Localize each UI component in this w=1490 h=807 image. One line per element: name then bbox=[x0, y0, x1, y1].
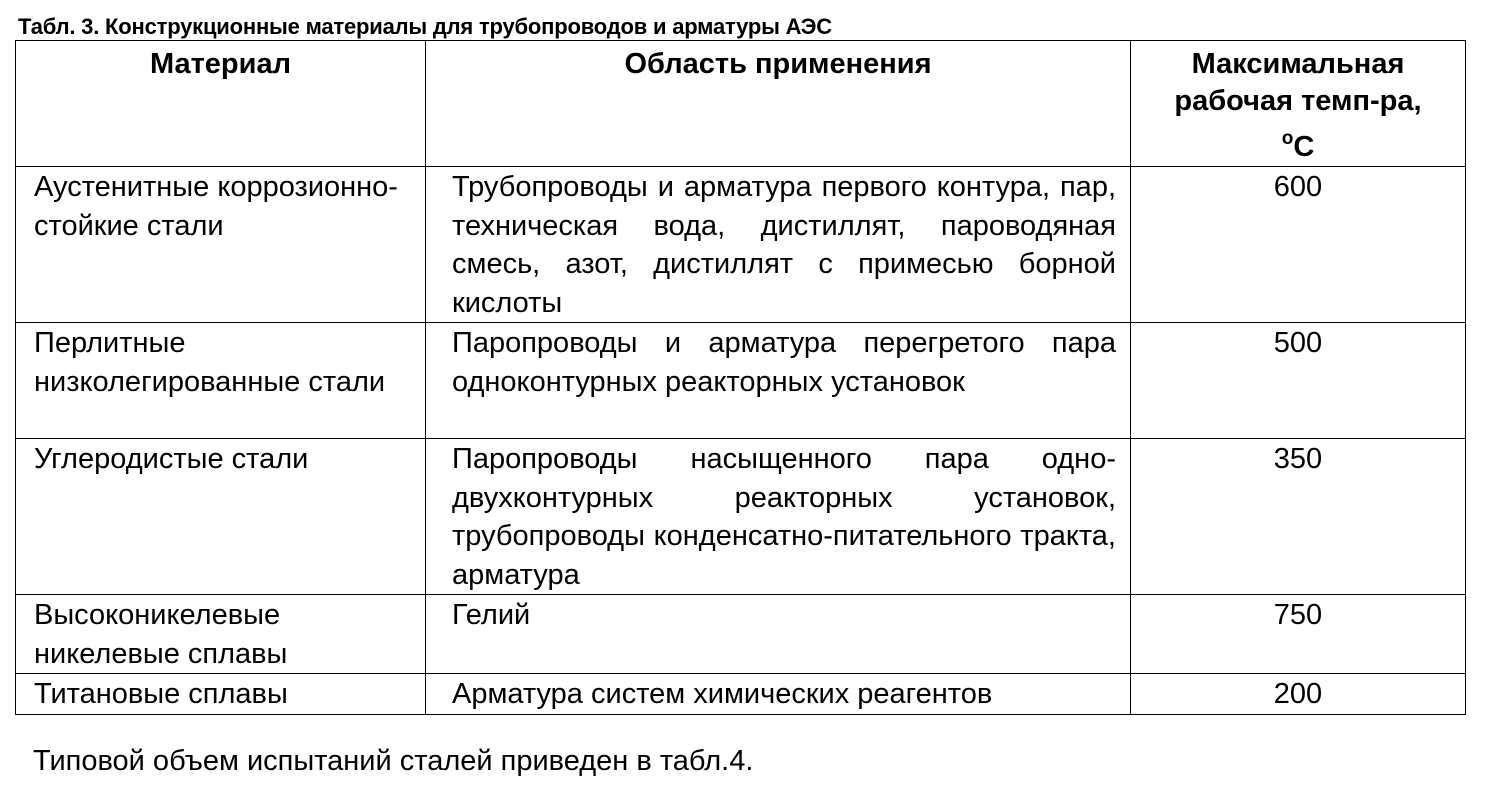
cell-temp: 750 bbox=[1131, 595, 1466, 674]
footer-text: Типовой объем испытаний сталей приведен в табл.4. bbox=[33, 745, 754, 777]
header-temp-line1: Максимальная bbox=[1191, 48, 1405, 80]
cell-material: Аустенитные коррозионно-стойкие стали bbox=[16, 167, 426, 323]
cell-material: Титановые сплавы bbox=[16, 674, 426, 715]
table-row bbox=[16, 439, 1466, 595]
cell-temp: 200 bbox=[1131, 674, 1466, 715]
cell-area: Гелий bbox=[426, 595, 1131, 674]
table-row bbox=[16, 674, 1466, 715]
materials-table bbox=[15, 40, 1466, 715]
table-row bbox=[16, 323, 1466, 439]
cell-temp: 500 bbox=[1131, 323, 1466, 439]
table-row bbox=[16, 167, 1466, 323]
cell-area: Паропроводы насыщенного пара одно-двухконтурных реакторных установок, трубопроводы конденсатно-питательного тракта, арматура bbox=[426, 439, 1131, 595]
header-temp-degree: о bbox=[1281, 128, 1294, 149]
cell-material: Углеродистые стали bbox=[16, 439, 426, 595]
table-caption: Табл. 3. Конструкционные материалы для трубопроводов и арматуры АЭС bbox=[18, 14, 832, 39]
header-temp-unit: С bbox=[1293, 131, 1315, 163]
header-max-temp bbox=[1131, 41, 1466, 167]
cell-temp: 350 bbox=[1131, 439, 1466, 595]
cell-area: Арматура систем химических реагентов bbox=[426, 674, 1131, 715]
cell-area: Трубопроводы и арматура первого контура, пар, техническая вода, дистиллят, пароводяная смесь, азот, дистиллят с примесью борной кислоты bbox=[426, 167, 1131, 323]
header-temp-line2: рабочая темп-ра, bbox=[1174, 85, 1422, 117]
header-material: Материал bbox=[16, 41, 426, 167]
table-row bbox=[16, 595, 1466, 674]
cell-temp: 600 bbox=[1131, 167, 1466, 323]
table-header-row bbox=[16, 41, 1466, 167]
header-area: Область применения bbox=[426, 41, 1131, 167]
cell-material: Перлитные низколегированные стали bbox=[16, 323, 426, 439]
cell-material: Высоконикелевые никелевые сплавы bbox=[16, 595, 426, 674]
cell-area: Паропроводы и арматура перегретого пара одноконтурных реакторных установок bbox=[426, 323, 1131, 439]
